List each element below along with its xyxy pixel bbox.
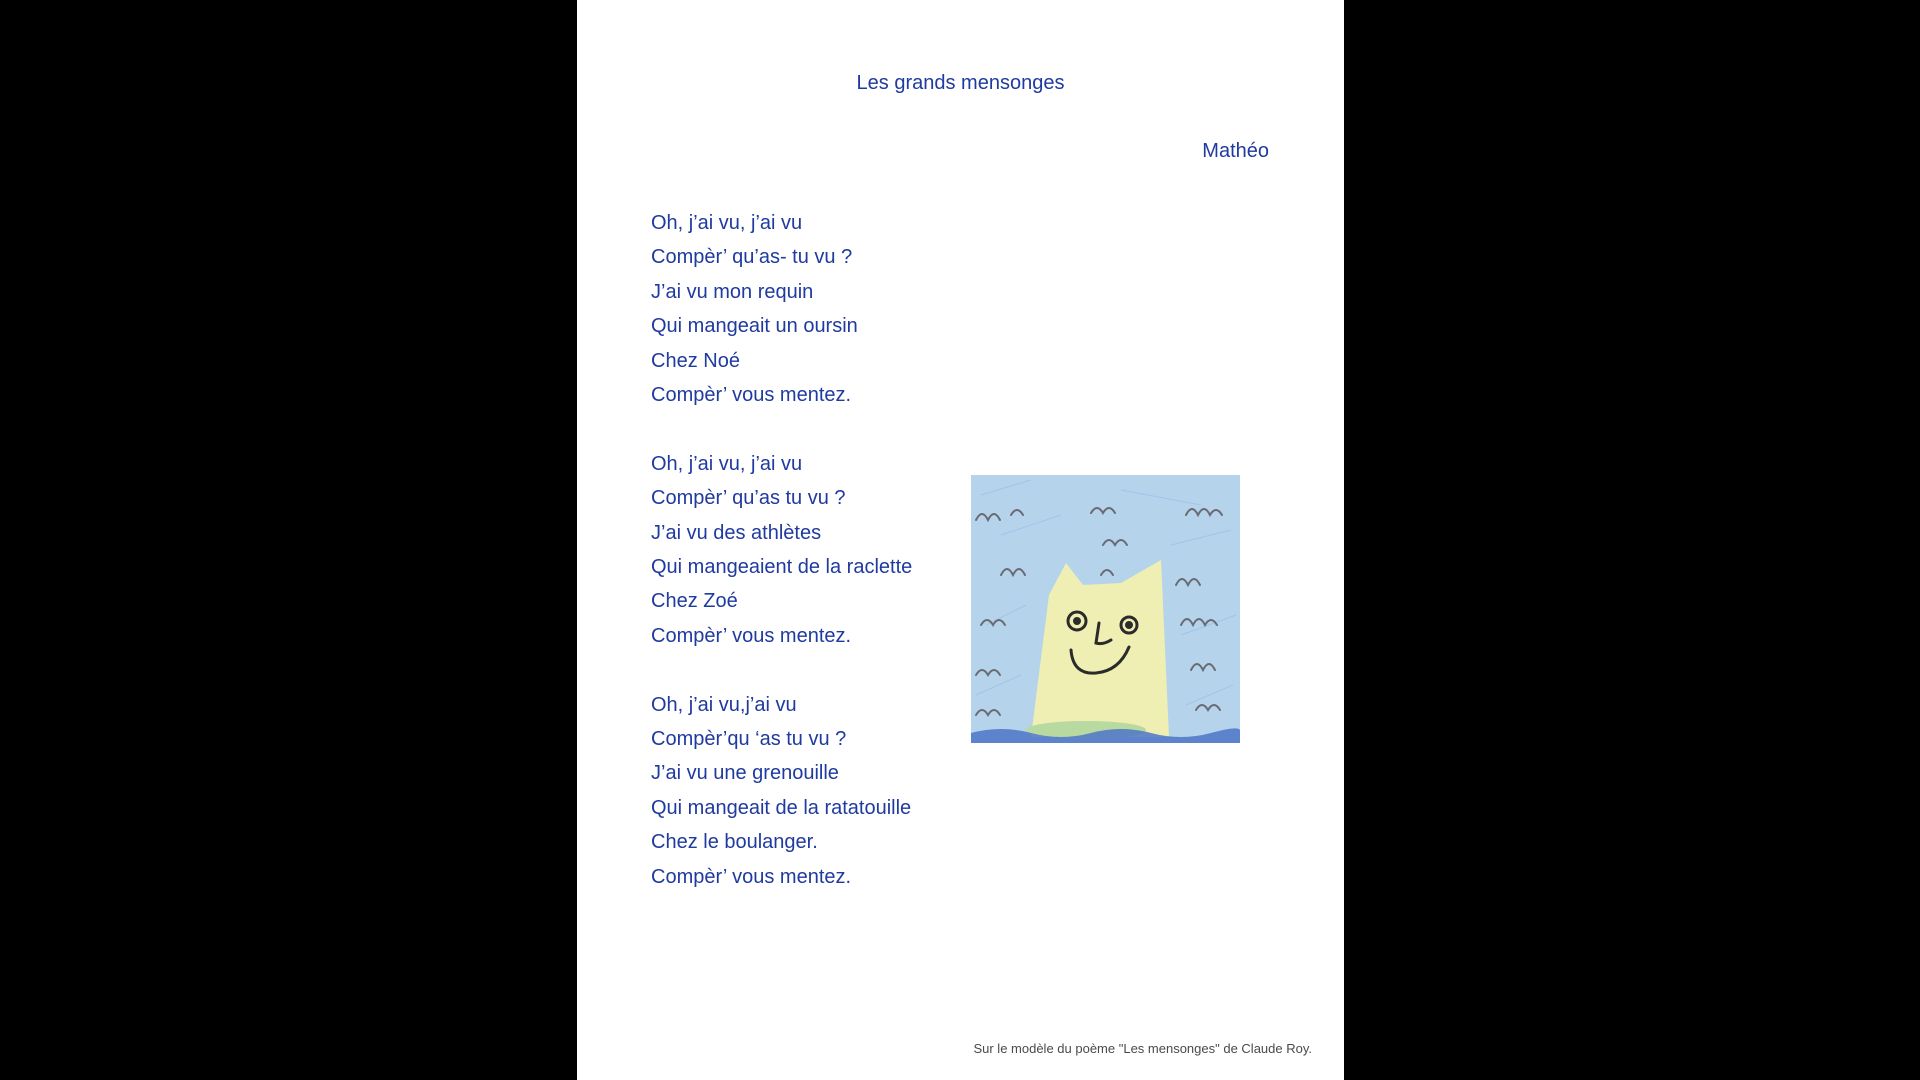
- footer-note: Sur le modèle du poème "Les mensonges" de Claude Roy.: [973, 1041, 1312, 1056]
- verse-line: Qui mangeait un oursin: [651, 315, 858, 338]
- verse-line: Qui mangeaient de la raclette: [651, 556, 913, 579]
- smiling-cat-drawing-icon: [971, 475, 1240, 743]
- verse-line: Oh, j’ai vu,j’ai vu: [651, 693, 797, 716]
- verse-line: Compèr’ vous mentez.: [651, 865, 852, 888]
- verse-line: Compèr’ qu’as tu vu ?: [651, 487, 846, 510]
- verse-line: Compèr’ vous mentez.: [651, 384, 852, 407]
- verse-line: Chez Noé: [651, 349, 740, 372]
- verse-line: Compèr’qu ‘as tu vu ?: [651, 728, 847, 751]
- verse-line: J’ai vu des athlètes: [651, 521, 822, 544]
- verse-line: Chez le boulanger.: [651, 831, 818, 854]
- poem-body: [651, 206, 971, 928]
- stanza: [651, 688, 971, 894]
- stanza: [651, 206, 971, 412]
- poem-title: Les grands mensonges: [856, 72, 1065, 94]
- stanza: [651, 447, 971, 653]
- verse-line: Compèr’ vous mentez.: [651, 624, 852, 647]
- verse-line: Compèr’ qu’as- tu vu ?: [651, 246, 853, 269]
- verse-line: Oh, j’ai vu, j’ai vu: [651, 212, 803, 234]
- document-page: [577, 0, 1344, 1080]
- child-drawing-illustration: [971, 475, 1240, 743]
- verse-line: Chez Zoé: [651, 590, 738, 613]
- verse-line: Oh, j’ai vu, j’ai vu: [651, 452, 803, 475]
- poem-author: Mathéo: [1202, 140, 1269, 162]
- verse-line: Qui mangeait de la ratatouille: [651, 796, 912, 819]
- verse-line: J’ai vu mon requin: [651, 280, 814, 303]
- verse-line: J’ai vu une grenouille: [651, 762, 839, 785]
